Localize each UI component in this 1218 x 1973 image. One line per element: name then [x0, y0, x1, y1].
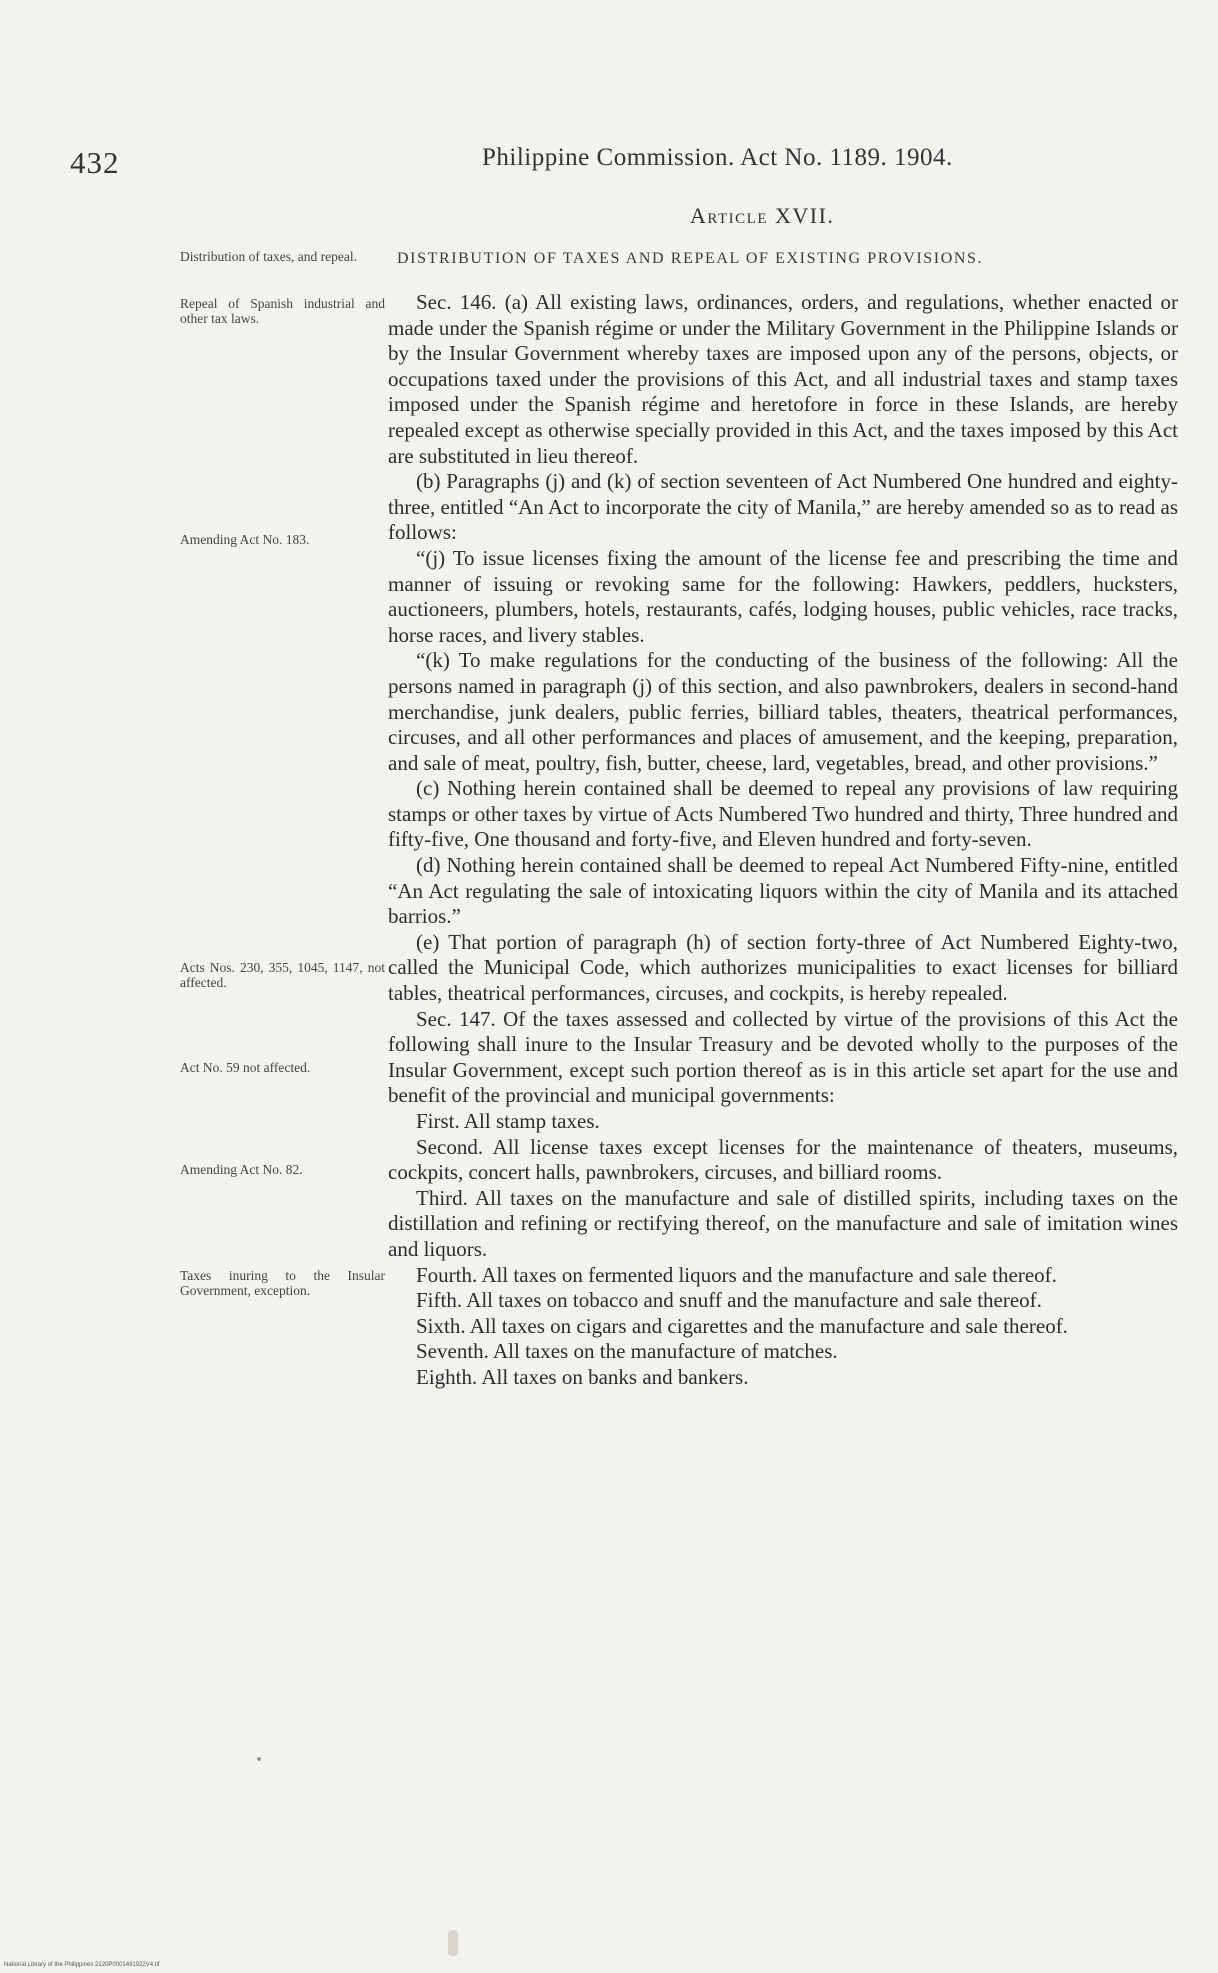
article-subtitle: DISTRIBUTION OF TAXES AND REPEAL OF EXISTING PROVISIONS. — [397, 250, 984, 267]
body-text — [388, 290, 1178, 1391]
paragraph: Sec. 146. (a) All existing laws, ordinances, orders, and regulations, whether enacted or made under the Spanish régime or under the Military Government in the Philippine Islands or by the Insular Government whereby taxes are imposed upon any of the persons, objects, or occupations taxed under the provisions of this Act, and all industrial taxes and stamp taxes imposed under the Spanish régime and heretofore in force in these Islands, are hereby repealed except as otherwise specially provided in this Act, and the taxes imposed by this Act are substituted in lieu thereof. — [388, 290, 1178, 468]
paragraph: Second. All license taxes except licenses for the maintenance of theaters, museums, cockpits, concert halls, pawnbrokers, circuses, and billiard rooms. — [388, 1134, 1178, 1185]
margin-note: Repeal of Spanish industrial and other tax laws. — [180, 296, 385, 326]
scan-speck — [257, 1757, 261, 1761]
paragraph: Sixth. All taxes on cigars and cigarettes and the manufacture and sale thereof. — [416, 1313, 1068, 1338]
paragraph: Fifth. All taxes on tobacco and snuff and the manufacture and sale thereof. — [416, 1288, 1042, 1313]
paragraph: “(j) To issue licenses fixing the amount of the license fee and prescribing the time and manner of issuing or revoking same for the following: Hawkers, peddlers, hucksters, auctioneers, plumbers, hotels, restaurants, cafés, lodging houses, public vehicles, race tracks, horse races, and livery stables. — [388, 545, 1178, 647]
margin-note: Amending Act No. 183. — [180, 532, 310, 547]
paragraph: First. All stamp taxes. — [416, 1109, 600, 1133]
footer-credit: National Library of the Philippines 2120P0001491922V4.tif — [4, 1962, 160, 1968]
paragraph: “(k) To make regulations for the conducting of the business of the following: All the persons named in paragraph (j) of this section, and also pawnbrokers, dealers in second-hand merchandise, junk dealers, public ferries, billiard tables, theaters, theatrical performances, circuses, and all other performances and places of amusement, and the keeping, preparation, and sale of meat, poultry, fish, butter, cheese, lard, vegetables, bread, and other provisions.” — [388, 648, 1178, 775]
paragraph: Fourth. All taxes on fermented liquors and the manufacture and sale thereof. — [416, 1262, 1057, 1287]
scan-mark — [448, 1930, 458, 1956]
margin-note: Act No. 59 not affected. — [180, 1060, 311, 1075]
page-number: 432 — [70, 145, 120, 180]
paragraph: (b) Paragraphs (j) and (k) of section seventeen of Act Numbered One hundred and eighty-three, entitled “An Act to incorporate the city of Manila,” are hereby amended so as to read as follows: — [388, 469, 1178, 545]
article-title: Article XVII. — [690, 203, 835, 228]
paragraph: (c) Nothing herein contained shall be deemed to repeal any provisions of law requiring stamps or other taxes by virtue of Acts Numbered Two hundred and thirty, Three hundred and fifty-five, One thousand and forty-five, and Eleven hundred and forty-seven. — [388, 776, 1178, 852]
paragraph: (e) That portion of paragraph (h) of section forty-three of Act Numbered Eighty-two, called the Municipal Code, which authorizes municipalities to exact licenses for billiard tables, theatrical performances, circuses, and cockpits, is hereby repealed. — [388, 929, 1178, 1006]
paragraph: Seventh. All taxes on the manufacture of matches. — [416, 1339, 838, 1364]
paragraph: Eighth. All taxes on banks and bankers. — [416, 1364, 749, 1389]
margin-note: Amending Act No. 82. — [180, 1162, 303, 1177]
paragraph: Third. All taxes on the manufacture and sale of distilled spirits, including taxes on the distillation and refining or rectifying thereof, on the manufacture and sale of imitation wines and liquors. — [388, 1185, 1178, 1261]
margin-note: Distribution of taxes, and repeal. — [180, 249, 357, 264]
paragraph: (d) Nothing herein contained shall be deemed to repeal Act Numbered Fifty-nine, entitled “An Act regulating the sale of intoxicating liquors within the city of Manila and its attached barrios.” — [388, 853, 1178, 929]
margin-note: Acts Nos. 230, 355, 1045, 1147, not affected. — [180, 960, 385, 990]
running-head: Philippine Commission. Act No. 1189. 1904. — [482, 144, 953, 171]
margin-note: Taxes inuring to the Insular Government, exception. — [180, 1268, 385, 1298]
paragraph: Sec. 147. Of the taxes assessed and collected by virtue of the provisions of this Act the following shall inure to the Insular Treasury and be devoted wholly to the purposes of the Insular Government, except such portion thereof as is in this article set apart for the use and benefit of the provincial and municipal governments: — [388, 1006, 1178, 1108]
